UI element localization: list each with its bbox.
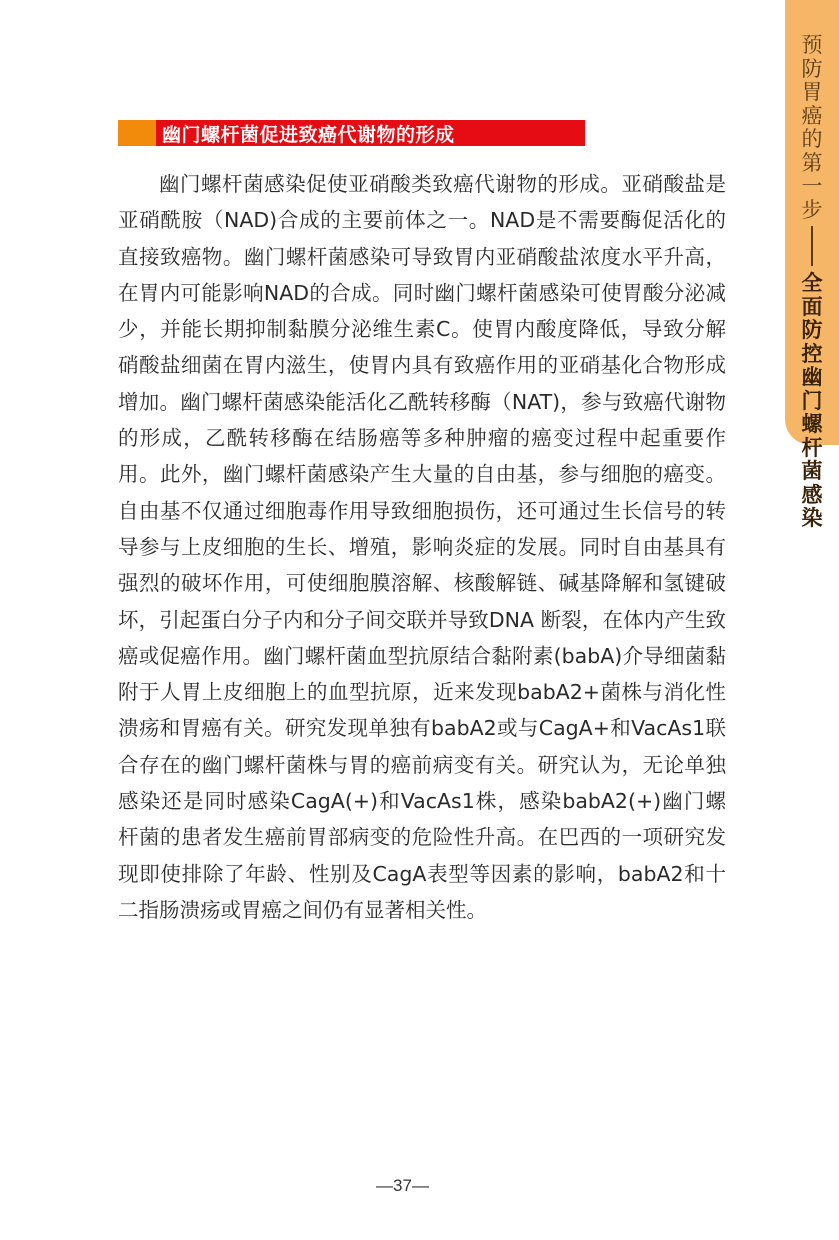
page-number: —37— [376,1176,429,1195]
tab-char: 的 [801,127,823,151]
tab-char: 胃 [801,80,823,104]
section-heading-bar [118,120,585,146]
tab-char: 菌 [801,459,823,483]
tab-char: 杆 [801,435,823,460]
tab-char: 面 [801,294,823,319]
tab-char: 防 [801,56,823,81]
tab-char: 螺 [801,412,823,436]
tab-char: 门 [801,388,823,413]
heading-accent-block [118,120,156,146]
chapter-title-vertical [785,34,839,531]
heading-band [156,120,585,146]
tab-char: 幽 [801,365,823,389]
tab-char: 控 [801,341,823,366]
tab-char: 步 [801,197,823,222]
section-heading: 幽门螺杆菌促进致癌代谢物的形成 [162,123,455,146]
chapter-side-tab [785,0,839,530]
tab-char: 防 [801,318,823,342]
tab-dash-divider [811,226,813,266]
tab-char: 染 [801,506,823,530]
tab-char: 一 [801,174,823,198]
tab-char: 第 [801,150,823,175]
tab-char: 癌 [801,103,823,128]
tab-char: 全 [801,271,823,295]
tab-char: 预 [801,33,823,57]
tab-char: 感 [801,482,823,507]
body-paragraph: 幽门螺杆菌感染促使亚硝酸类致癌代谢物的形成。亚硝酸盐是亚硝酰胺（NAD)合成的主要前体之一。NAD是不需要酶促活化的直接致癌物。幽门螺杆菌感染可导致胃内亚硝酸盐浓度水平升高，在胃内可能影响NAD的合成。同时幽门螺杆菌感染可使胃酸分泌减少，并能长期抑制黏膜分泌维生素C。使胃内酸度降低，导致分解硝酸盐细菌在胃内滋生，使胃内具有致癌作用的亚硝基化合物形成增加。幽门螺杆菌感染能活化乙酰转移酶（NAT)，参与致癌代谢物的形成，乙酰转移酶在结肠癌等多种肿瘤的癌变过程中起重要作用。此外，幽门螺杆菌感染产生大量的自由基，参与细胞的癌变。自由基不仅通过细胞毒作用导致细胞损伤，还可通过生长信号的转导参与上皮细胞的生长、增殖，影响炎症的发展。同时自由基具有强烈的破坏作用，可使细胞膜溶解、核酸解链、碱基降解和氢键破坏，引起蛋白分子内和分子间交联并导致DNA 断裂，在体内产生致癌或促癌作用。幽门螺杆菌血型抗原结合黏附素(babA)介导细菌黏附于人胃上皮细胞上的血型抗原，近来发现babA2+菌株与消化性溃疡和胃癌有关。研究发现单独有babA2或与CagA+和VacAs1联合存在的幽门螺杆菌株与胃的癌前病变有关。研究认为，无论单独感染还是同时感染CagA(+)和VacAs1株，感染babA2(+)幽门螺杆菌的患者发生癌前胃部病变的危险性升高。在巴西的一项研究发 现即使排除了年龄、性别及CagA表型等因素的影响，babA2和十二指肠溃疡或胃癌之间仍有显著相关性。 [118,172,726,922]
